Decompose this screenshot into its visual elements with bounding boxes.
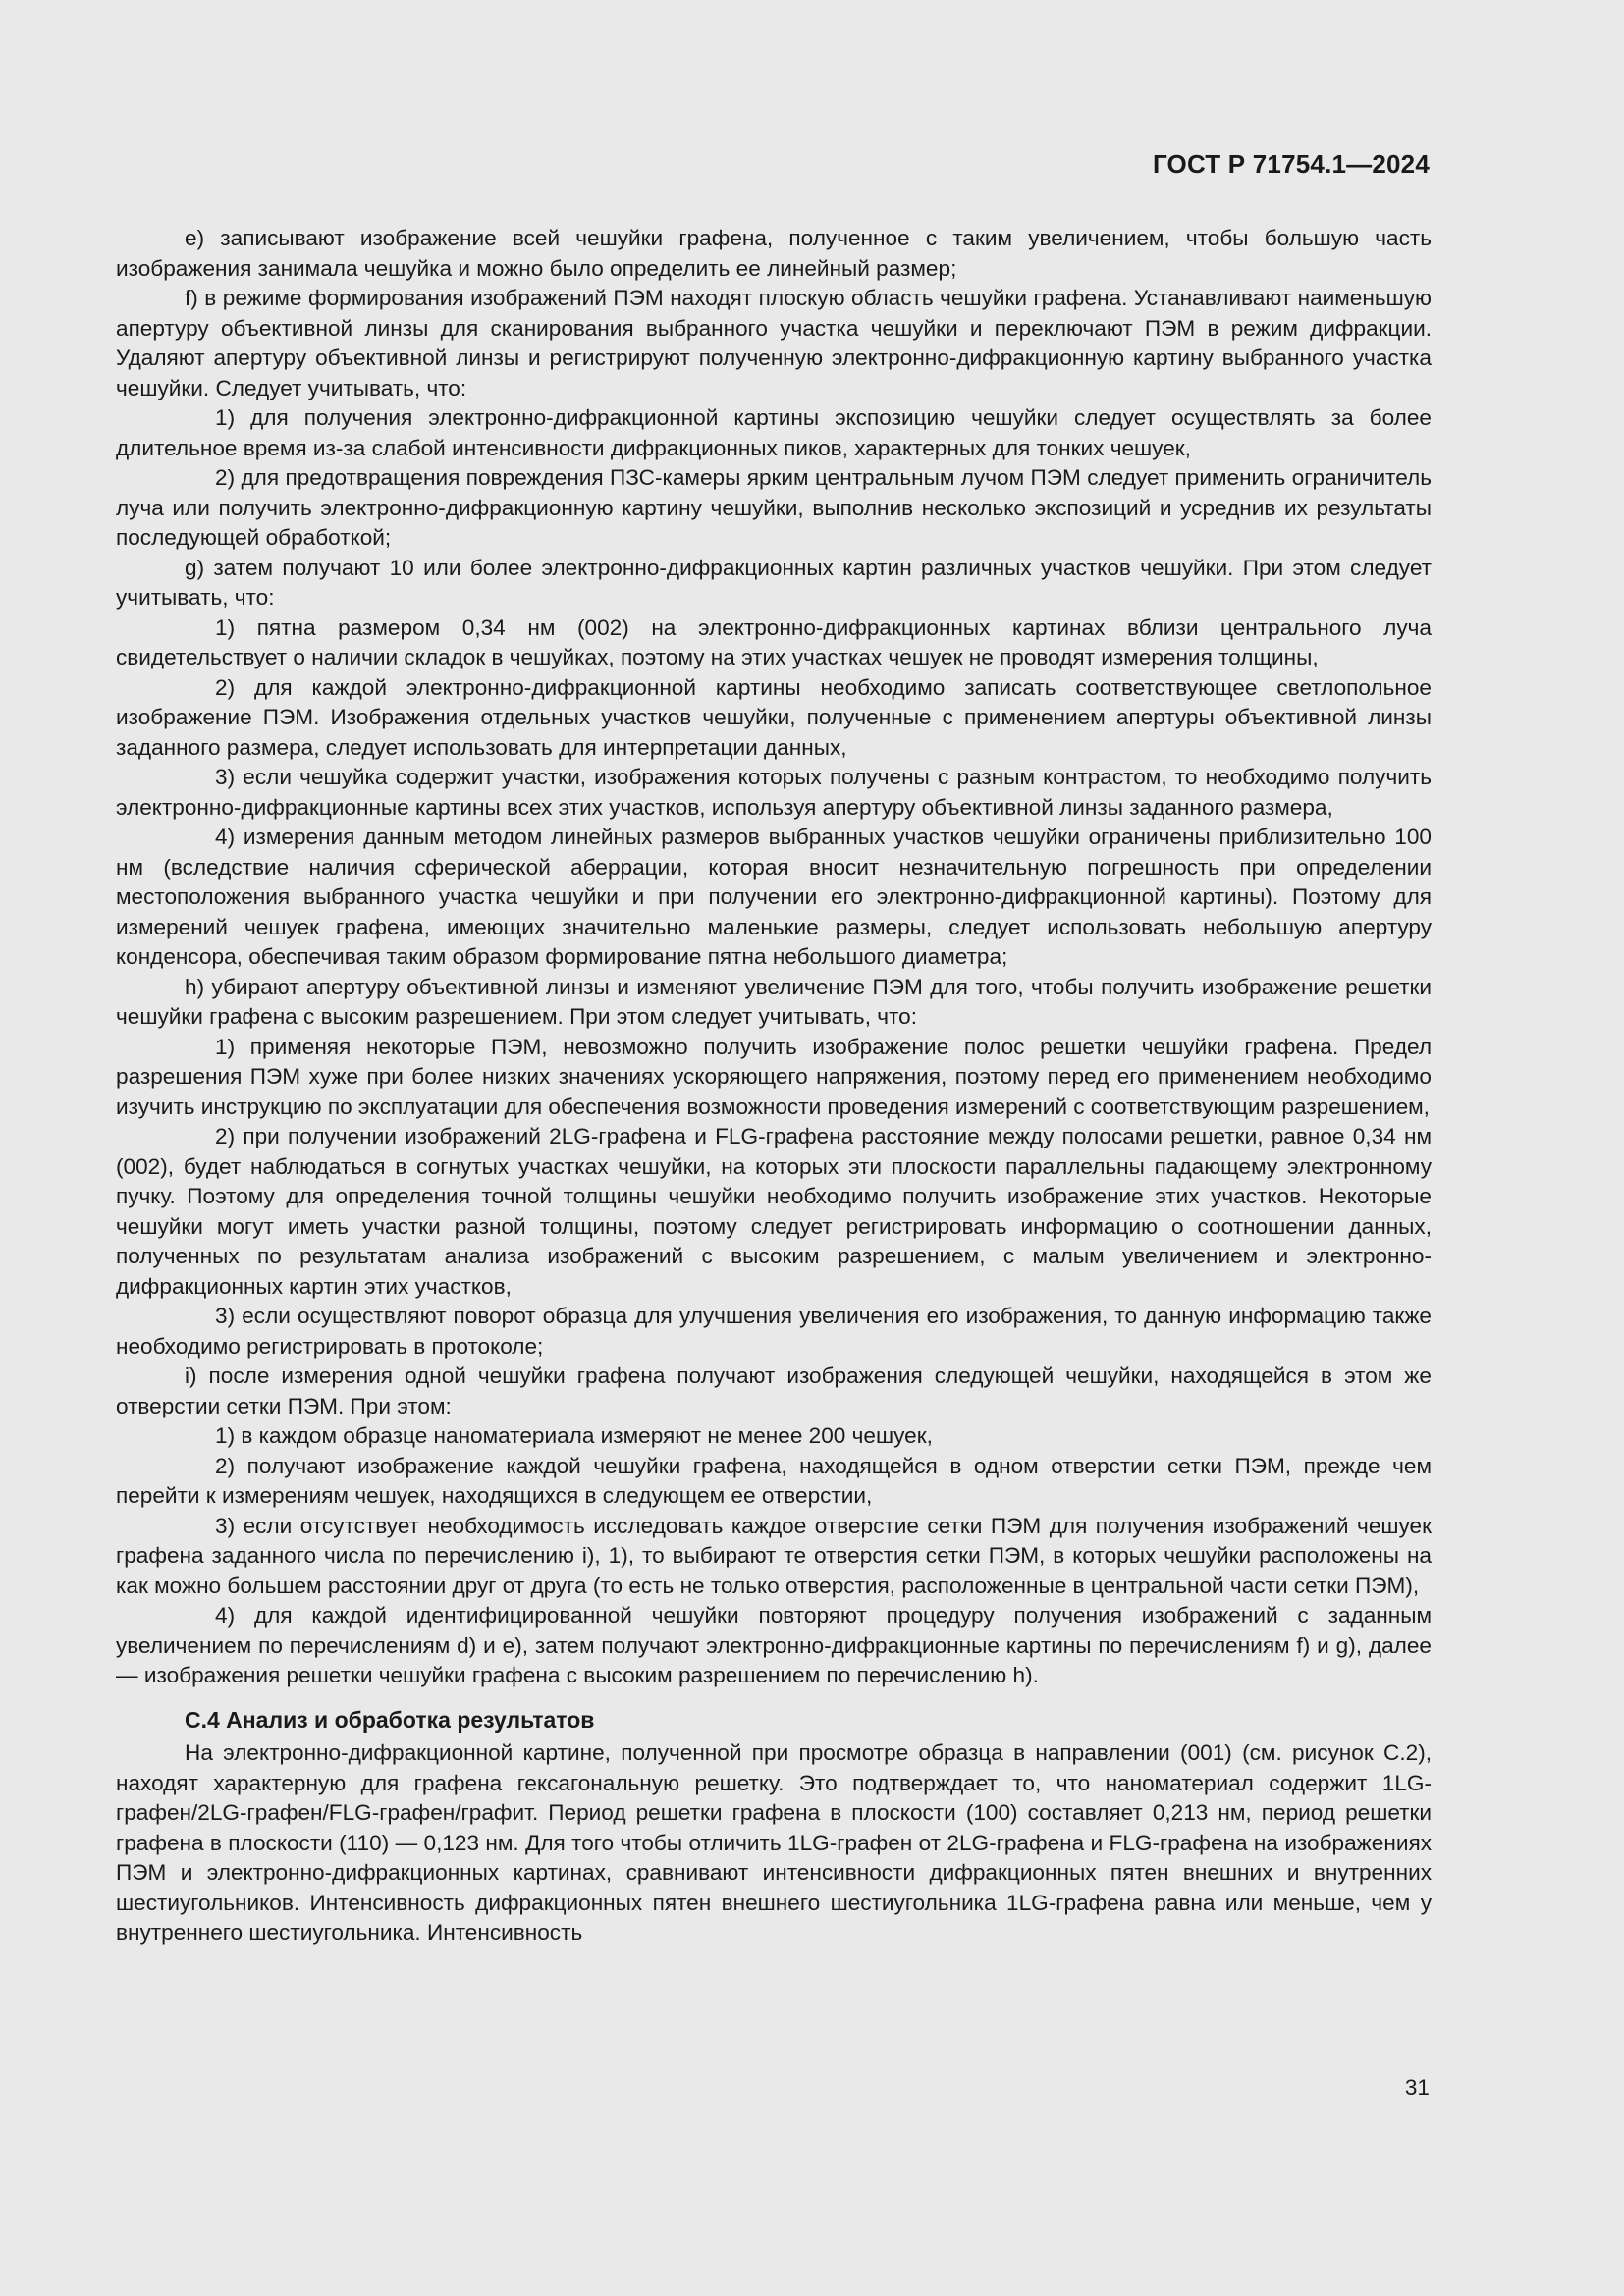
list-item: i) после измерения одной чешуйки графена получают изображения следующей чешуйки, находящейся в этом же отверстии сетки ПЭМ. При этом:	[116, 1363, 1432, 1418]
list-item: 1) пятна размером 0,34 нм (002) на электронно-дифракционных картинах вблизи центрального луча свидетельствует о наличии складок в чешуйках, поэтому на этих участках чешуек не проводят измерения толщины,	[116, 614, 1432, 669]
list-item: 2) для каждой электронно-дифракционной картины необходимо записать соответствующее светлопольное изображение ПЭМ. Изображения отдельных участков чешуйки, полученные с применением апертуры объективной линзы заданного размера, следует использовать для интерпретации данных,	[116, 674, 1432, 760]
list-item: 4) измерения данным методом линейных размеров выбранных участков чешуйки ограничены приблизительно 100 нм (вследствие наличия сферической аберрации, которая вносит незначительную погрешность при определении местоположения выбранного участка чешуйки и при получении его электронно-дифракционной картины). Поэтому для измерений чешуек графена, имеющих значительно маленькие размеры, следует использовать небольшую апертуру конденсора, обеспечивая таким образом формирование пятна небольшого диаметра;	[116, 825, 1432, 969]
list-item: e) записывают изображение всей чешуйки графена, полученное с таким увеличением, чтобы большую часть изображения занимала чешуйка и можно было определить ее линейный размер;	[116, 226, 1432, 281]
section-heading: С.4 Анализ и обработка результатов	[185, 1706, 595, 1733]
list-item: 3) если отсутствует необходимость исследовать каждое отверстие сетки ПЭМ для получения изображений чешуек графена заданного числа по перечислению i), 1), то выбирают те отверстия сетки ПЭМ, в которых чешуйки расположены на как можно большем расстоянии друг от друга (то есть не только отверстия, расположенные в центральной части сетки ПЭМ),	[116, 1513, 1432, 1598]
list-item: f) в режиме формирования изображений ПЭМ находят плоскую область чешуйки графена. Устанавливают наименьшую апертуру объективной линзы для сканирования выбранного участка чешуйки и переключают ПЭМ в режим дифракции. Удаляют апертуру объективной линзы и регистрируют полученную электронно-дифракционную картину выбранного участка чешуйки. Следует учитывать, что:	[116, 286, 1432, 400]
section-paragraph: На электронно-дифракционной картине, полученной при просмотре образца в направлении (001) (см. рисунок С.2), находят характерную для графена гексагональную решетку. Это подтверждает то, что наноматериал содержит 1LG-графен/2LG-графен/FLG-графен/графит. Период решетки графена в плоскости (100) составляет 0,213 нм, период решетки графена в плоскости (110) — 0,123 нм. Для того чтобы отличить 1LG-графен от 2LG-графена и FLG-графена на изображениях ПЭМ и электронно-дифракционных картинах, сравнивают интенсивности дифракционных пятен внешних и внутренних шестиугольников. Интенсивность дифракционных пятен внешнего шестиугольника 1LG-графена равна или меньше, чем у внутреннего шестиугольника. Интенсивность	[116, 1740, 1432, 1945]
list-item: 2) при получении изображений 2LG-графена и FLG-графена расстояние между полосами решетки, равное 0,34 нм (002), будет наблюдаться в согнутых участках чешуйки, на которых эти плоскости параллельны падающему электронному пучку. Поэтому для определения точной толщины чешуйки необходимо получить изображение этих участков. Некоторые чешуйки могут иметь участки разной толщины, поэтому следует регистрировать информацию о соотношении данных, полученных по результатам анализа изображений с высоким разрешением, с малым увеличением и электронно-дифракционных картин этих участков,	[116, 1124, 1432, 1299]
list-item: 1) для получения электронно-дифракционной картины экспозицию чешуйки следует осуществлять за более длительное время из-за слабой интенсивности дифракционных пиков, характерных для тонких чешуек,	[116, 405, 1432, 460]
list-item: 3) если чешуйка содержит участки, изображения которых получены с разным контрастом, то необходимо получить электронно-дифракционные картины всех этих участков, используя апертуру объективной линзы заданного размера,	[116, 765, 1432, 820]
list-item: h) убирают апертуру объективной линзы и изменяют увеличение ПЭМ для того, чтобы получить изображение решетки чешуйки графена с высоким разрешением. При этом следует учитывать, что:	[116, 974, 1432, 1029]
list-item: 4) для каждой идентифицированной чешуйки повторяют процедуру получения изображений с заданным увеличением по перечислениям d) и e), затем получают электронно-дифракционные картины по перечислениям f) и g), далее — изображения решетки чешуйки графена с высоким разрешением по перечислению h).	[116, 1603, 1432, 1687]
list-item: 1) применяя некоторые ПЭМ, невозможно получить изображение полос решетки чешуйки графена. Предел разрешения ПЭМ хуже при более низких значениях ускоряющего напряжения, поэтому перед его применением необходимо изучить инструкцию по эксплуатации для обеспечения возможности проведения измерений с соответствующим разрешением,	[116, 1034, 1432, 1119]
page-number: 31	[1404, 2075, 1430, 2100]
document-code: ГОСТ Р 71754.1—2024	[1152, 149, 1430, 179]
document-body	[116, 224, 1432, 1949]
list-item: 2) для предотвращения повреждения ПЗС-камеры ярким центральным лучом ПЭМ следует применить ограничитель луча или получить электронно-дифракционную картину чешуйки, выполнив несколько экспозиций и усреднив их результаты последующей обработкой;	[116, 465, 1432, 550]
list-item: 3) если осуществляют поворот образца для улучшения увеличения его изображения, то данную информацию также необходимо регистрировать в протоколе;	[116, 1304, 1432, 1359]
list-item: 1) в каждом образце наноматериала измеряют не менее 200 чешуек,	[215, 1423, 933, 1448]
list-item: g) затем получают 10 или более электронно-дифракционных картин различных участков чешуйки. При этом следует учитывать, что:	[116, 555, 1432, 610]
list-item: 2) получают изображение каждой чешуйки графена, находящейся в одном отверстии сетки ПЭМ, прежде чем перейти к измерениям чешуек, находящихся в следующем ее отверстии,	[116, 1453, 1432, 1508]
